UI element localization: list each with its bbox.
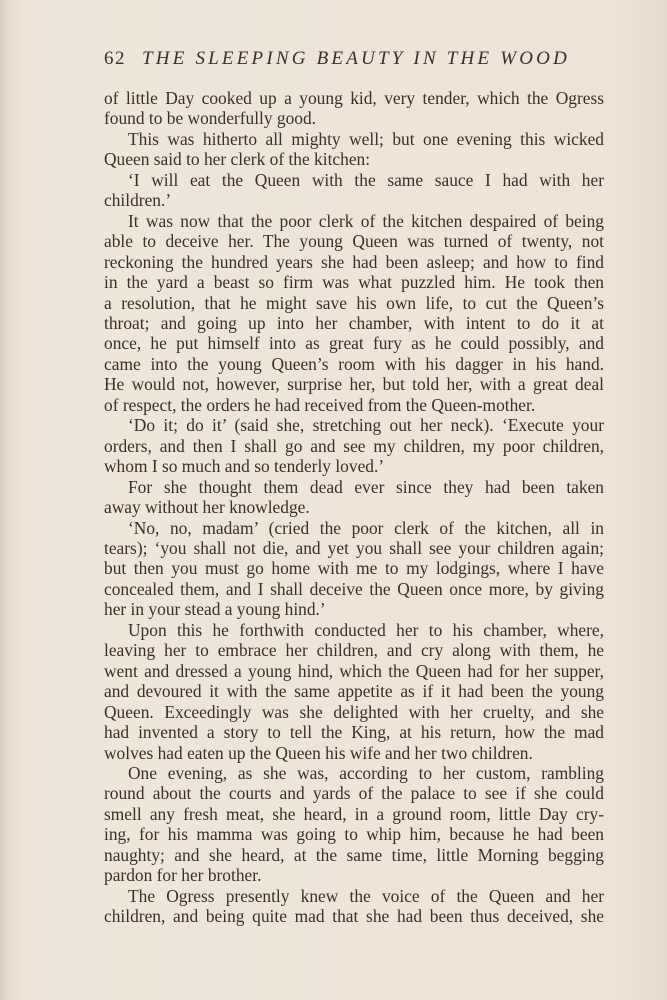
text-line: It was now that the poor clerk of the kitchen despaired of being — [128, 210, 604, 231]
text-line: once, he put himself into as great fury as he could possibly, and — [104, 333, 604, 354]
text-line: found to be wonderfully good. — [104, 108, 317, 129]
text-line: of respect, the orders he had received from the Queen-mother. — [104, 394, 536, 415]
body-text — [104, 88, 604, 927]
text-line: tears); ‘you shall not die, and yet you shall see your children again; — [104, 537, 604, 558]
text-line: wolves had eaten up the Queen his wife and her two children. — [104, 742, 533, 763]
text-line: of little Day cooked up a young kid, very tender, which the Ogress — [104, 88, 604, 108]
text-line: but then you must go home with me to my lodgings, where I have — [104, 558, 604, 579]
text-line: reckoning the hundred years she had been asleep; and how to find — [104, 251, 604, 272]
page-edge-shadow — [0, 0, 8, 1000]
text-line: in the yard a beast so firm was what puzzled him. He took then — [104, 272, 604, 293]
text-line: leaving her to embrace her children, and cry along with them, he — [104, 640, 604, 661]
text-line: away without her knowledge. — [104, 497, 310, 518]
text-line: a resolution, that he might save his own life, to cut the Queen’s — [104, 292, 604, 313]
text-line: children, and being quite mad that she had been thus deceived, she — [104, 906, 604, 927]
text-line: had invented a story to tell the King, at his return, how the mad — [104, 722, 604, 743]
text-line: concealed them, and I shall deceive the Queen once more, by giving — [104, 578, 604, 599]
text-line: her in your stead a young hind.’ — [104, 599, 326, 620]
text-line: and devoured it with the same appetite as if it had been the young — [104, 681, 604, 702]
text-line: able to deceive her. The young Queen was turned of twenty, not — [104, 231, 604, 252]
text-line: This was hitherto all mighty well; but one evening this wicked — [128, 128, 604, 149]
text-line: For she thought them dead ever since they had been taken — [128, 476, 604, 497]
text-line: throat; and going up into her chamber, with intent to do it at — [104, 312, 604, 333]
text-line: went and dressed a young hind, which the Queen had for her supper, — [104, 660, 604, 681]
text-line: ing, for his mamma was going to whip him, because he had been — [104, 824, 604, 845]
text-line: orders, and then I shall go and see my children, my poor children, — [104, 435, 604, 456]
text-line: Upon this he forthwith conducted her to his chamber, where, — [128, 619, 604, 640]
text-line: round about the courts and yards of the palace to see if she could — [104, 783, 604, 804]
text-line: ‘Do it; do it’ (said she, stretching out her neck). ‘Execute your — [128, 415, 604, 436]
text-line: The Ogress presently knew the voice of the Queen and her — [128, 885, 604, 906]
text-line: ‘No, no, madam’ (cried the poor clerk of the kitchen, all in — [128, 517, 604, 538]
text-line: Queen. Exceedingly was she delighted with her cruelty, and she — [104, 701, 604, 722]
running-title: THE SLEEPING BEAUTY IN THE WOOD — [142, 48, 571, 69]
text-line: Queen said to her clerk of the kitchen: — [104, 149, 371, 170]
page-number: 62 — [104, 48, 126, 69]
running-header — [104, 48, 571, 72]
text-line: smell any fresh meat, she heard, in a ground room, little Day cry- — [104, 803, 604, 824]
text-line: One evening, as she was, according to her custom, rambling — [128, 762, 604, 783]
text-line: children.’ — [104, 190, 172, 211]
text-line: whom I so much and so tenderly loved.’ — [104, 456, 385, 477]
text-line: ‘I will eat the Queen with the same sauce I had with her — [128, 169, 604, 190]
text-line: He would not, however, surprise her, but told her, with a great deal — [104, 374, 604, 395]
text-line: naughty; and she heard, at the same time, little Morning begging — [104, 844, 604, 865]
text-line: came into the young Queen’s room with his dagger in his hand. — [104, 353, 604, 374]
text-line: pardon for her brother. — [104, 865, 262, 886]
